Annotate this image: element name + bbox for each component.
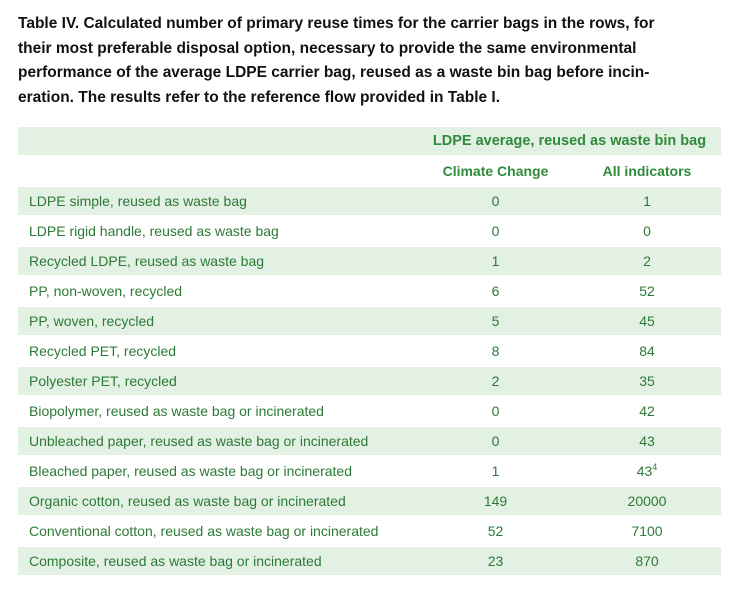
all-indicators-cell	[573, 277, 721, 305]
table-row	[18, 367, 721, 395]
column-header-all: All indicators	[602, 163, 692, 179]
row-label: PP, non-woven, recycled	[29, 283, 183, 299]
table-row	[18, 187, 721, 215]
footnote-marker: 4	[652, 462, 658, 472]
table-row	[18, 277, 721, 305]
table-row	[18, 547, 721, 575]
table-row	[18, 487, 721, 515]
all-indicators-value: 20000	[627, 493, 667, 509]
row-label: Organic cotton, reused as waste bag or incinerated	[18, 487, 418, 515]
row-label: Composite, reused as waste bag or incinerated	[18, 547, 418, 575]
all-indicators-cell	[573, 547, 721, 575]
climate-change-value: 0	[418, 187, 573, 215]
row-label: LDPE rigid handle, reused as waste bag	[29, 223, 279, 239]
all-indicators-cell	[573, 337, 721, 365]
row-label: Recycled PET, recycled	[29, 343, 177, 359]
all-indicators-value: 43	[636, 463, 653, 479]
all-indicators-cell	[573, 457, 721, 485]
table-row	[18, 517, 721, 545]
column-header-row	[18, 157, 721, 185]
table-caption	[18, 12, 718, 110]
row-label: Recycled LDPE, reused as waste bag	[18, 247, 418, 275]
climate-change-value: 6	[491, 283, 500, 299]
all-indicators-cell	[573, 517, 721, 545]
table-row	[18, 307, 721, 335]
all-indicators-value: 0	[643, 223, 651, 239]
all-indicators-value: 84	[639, 343, 655, 359]
table-row	[18, 397, 721, 425]
climate-change-value: 2	[418, 367, 573, 395]
climate-change-value: 8	[491, 343, 500, 359]
table-row	[18, 337, 721, 365]
all-indicators-value: 2	[643, 253, 651, 269]
row-label: Biopolymer, reused as waste bag or incinerated	[29, 403, 324, 419]
all-indicators-cell	[573, 247, 721, 275]
row-label: LDPE simple, reused as waste bag	[18, 187, 418, 215]
caption-line: Table IV. Calculated number of primary reuse times for the carrier bags in the rows, for	[18, 15, 655, 32]
group-header: LDPE average, reused as waste bin bag	[418, 127, 721, 155]
empty-header-cell	[18, 157, 418, 185]
table-row	[18, 457, 721, 485]
all-indicators-cell	[573, 397, 721, 425]
reuse-times-table	[18, 125, 721, 577]
climate-change-value: 1	[491, 463, 500, 479]
row-label: PP, woven, recycled	[18, 307, 418, 335]
all-indicators-value: 42	[639, 403, 655, 419]
all-indicators-cell	[573, 427, 721, 455]
table-row	[18, 427, 721, 455]
all-indicators-cell	[573, 367, 721, 395]
row-label: Polyester PET, recycled	[18, 367, 418, 395]
climate-change-value: 149	[418, 487, 573, 515]
all-indicators-value: 1	[643, 193, 651, 209]
climate-change-value: 1	[418, 247, 573, 275]
climate-change-value: 52	[487, 523, 504, 539]
all-indicators-cell	[573, 487, 721, 515]
caption-line: eration. The results refer to the reference flow provided in Table I.	[18, 88, 501, 106]
climate-change-value: 23	[418, 547, 573, 575]
climate-change-value: 0	[491, 403, 500, 419]
empty-header-cell	[18, 127, 418, 155]
group-header-row	[18, 127, 721, 155]
climate-change-value: 0	[491, 223, 500, 239]
all-indicators-value: 870	[635, 553, 659, 569]
all-indicators-value: 7100	[631, 523, 663, 539]
climate-change-value: 0	[418, 427, 573, 455]
row-label: Bleached paper, reused as waste bag or incinerated	[29, 463, 352, 479]
all-indicators-cell	[573, 307, 721, 335]
row-label: Unbleached paper, reused as waste bag or incinerated	[18, 427, 418, 455]
all-indicators-cell	[573, 217, 721, 245]
caption-line: performance of the average LDPE carrier bag, reused as a waste bin bag before incin-	[18, 64, 650, 81]
caption-line: their most preferable disposal option, necessary to provide the same environmental	[18, 39, 637, 57]
all-indicators-value: 35	[639, 373, 655, 389]
all-indicators-cell	[573, 187, 721, 215]
all-indicators-value: 52	[639, 283, 655, 299]
table-row	[18, 247, 721, 275]
climate-change-value: 5	[418, 307, 573, 335]
all-indicators-value: 43	[639, 433, 655, 449]
column-header-climate: Climate Change	[442, 163, 549, 179]
table-row	[18, 217, 721, 245]
all-indicators-value: 45	[639, 313, 655, 329]
row-label: Conventional cotton, reused as waste bag or incinerated	[29, 523, 379, 539]
